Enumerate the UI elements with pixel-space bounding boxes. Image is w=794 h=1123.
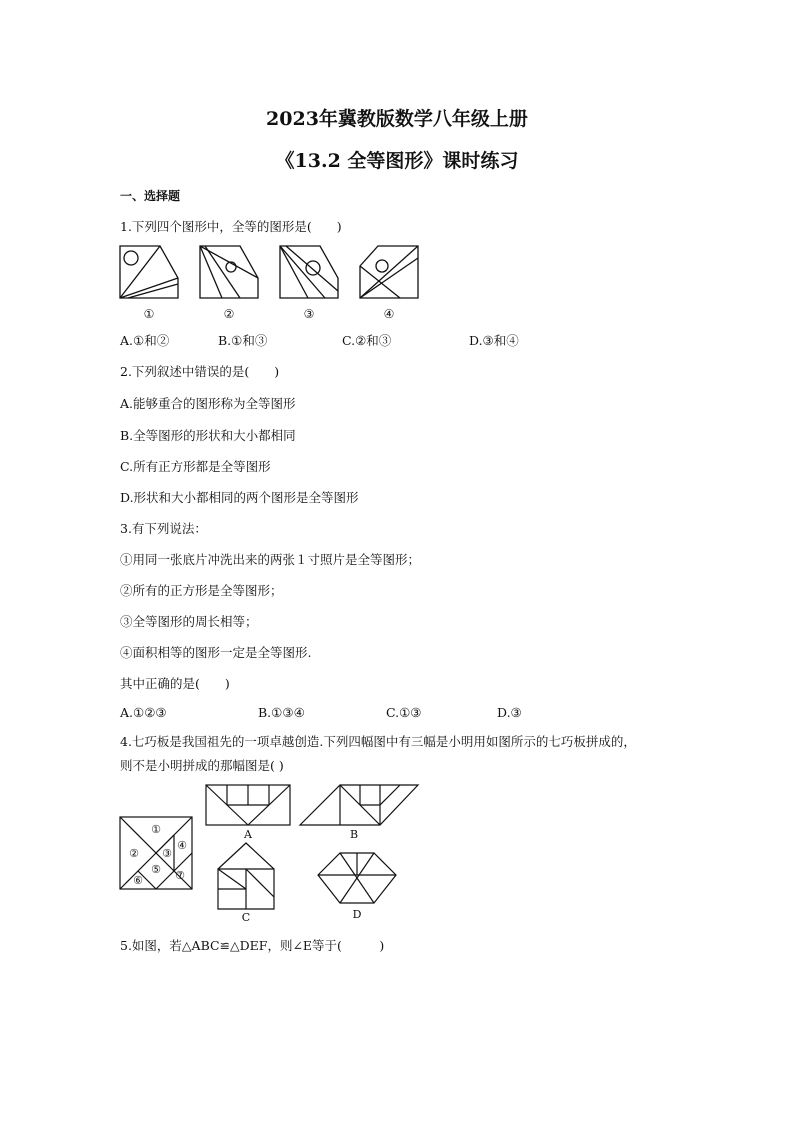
- tangram-piece-label-4: ④: [177, 839, 187, 852]
- page-title: 2023年冀教版数学八年级上册: [266, 108, 528, 130]
- q1-option-a[interactable]: A.①和②: [120, 333, 170, 348]
- q1-option-d[interactable]: D.③和④: [469, 333, 519, 348]
- tangram-figures: [118, 783, 438, 923]
- figure-label-1: ①: [143, 307, 155, 321]
- question-1-text: 1.下列四个图形中，全等的图形是( ): [120, 219, 342, 234]
- tangram-figure-b: [300, 785, 418, 825]
- q2-option-a[interactable]: A.能够重合的图形称为全等图形: [120, 396, 296, 411]
- q1-option-c[interactable]: C.②和③: [342, 333, 392, 348]
- q3-option-b[interactable]: B.①③④: [258, 705, 305, 720]
- q3-statement-4: ④面积相等的图形一定是全等图形.: [120, 645, 312, 660]
- question-1-figures: [115, 242, 535, 322]
- q3-option-c[interactable]: C.①③: [386, 705, 422, 720]
- question-4-text-line1: 4.七巧板是我国祖先的一项卓越创造.下列四幅图中有三幅是小明用如图所示的七巧板拼成的，: [120, 734, 636, 749]
- tangram-figure-label-a: A: [244, 828, 252, 841]
- tangram-piece-label-3: ③: [162, 847, 172, 860]
- q3-option-a[interactable]: A.①②③: [120, 705, 167, 720]
- tangram-figure-d: [318, 853, 396, 903]
- q2-option-c[interactable]: C.所有正方形都是全等图形: [120, 459, 271, 474]
- page-subtitle: 《13.2 全等图形》课时练习: [275, 150, 519, 172]
- tangram-figure-label-d: D: [352, 908, 362, 921]
- figure-4-shape: [360, 246, 418, 298]
- question-3-text: 3.有下列说法：: [120, 521, 207, 536]
- tangram-piece-label-6: ⑥: [133, 874, 143, 887]
- tangram-figure-c: [218, 843, 274, 909]
- tangram-piece-label-7: ⑦: [175, 869, 185, 882]
- q2-option-d[interactable]: D.形状和大小都相同的两个图形是全等图形: [120, 490, 359, 505]
- q1-option-b[interactable]: B.①和③: [218, 333, 268, 348]
- question-4-text-line2: 则不是小明拼成的那幅图是( ): [120, 758, 284, 773]
- figure-label-2: ②: [223, 307, 235, 321]
- tangram-figure-a: [206, 785, 290, 825]
- q3-statement-2: ②所有的正方形是全等图形；: [120, 583, 283, 598]
- question-5-text: 5.如图，若△ABC≌△DEF，则∠E等于( ): [120, 938, 385, 953]
- figure-3-shape: [280, 246, 338, 298]
- tangram-figure-label-b: B: [349, 828, 359, 841]
- figure-label-3: ③: [303, 307, 315, 321]
- q3-statement-3: ③全等图形的周长相等；: [120, 614, 258, 629]
- q3-statement-1: ①用同一张底片冲洗出来的两张１寸照片是全等图形；: [120, 552, 421, 567]
- tangram-piece-label-2: ②: [129, 847, 139, 860]
- question-3-prompt: 其中正确的是( ): [120, 676, 230, 691]
- figure-label-4: ④: [383, 307, 395, 321]
- tangram-piece-label-5: ⑤: [151, 863, 161, 876]
- q3-option-d[interactable]: D.③: [497, 705, 522, 720]
- question-2-text: 2.下列叙述中错误的是( ): [120, 364, 280, 379]
- figure-1-shape: [120, 246, 178, 298]
- tangram-piece-label-1: ①: [151, 823, 161, 836]
- q2-option-b[interactable]: B.全等图形的形状和大小都相同: [120, 428, 296, 443]
- figure-2-shape: [200, 246, 258, 298]
- section-heading: 一、选择题: [120, 189, 181, 203]
- tangram-figure-label-c: C: [241, 911, 251, 923]
